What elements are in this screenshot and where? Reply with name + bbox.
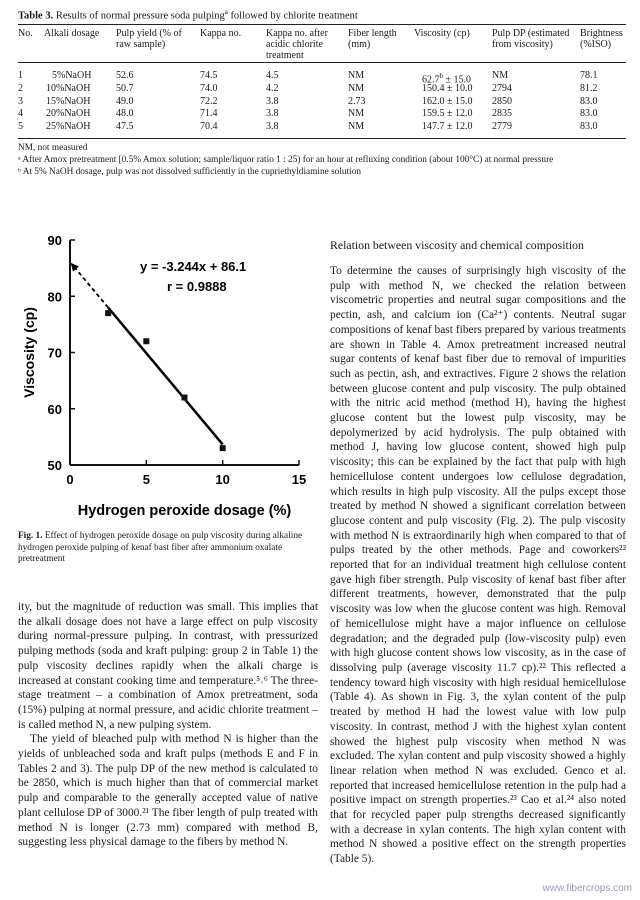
table-note: ᵇ At 5% NaOH dosage, pulp was not dissolved sufficiently in the cupriethyldiamine solution [18, 167, 362, 177]
y-tick-label: 90 [47, 233, 62, 248]
header-viscosity: Viscosity (cp) [414, 28, 470, 39]
y-tick-label: 80 [47, 289, 62, 305]
table-row [18, 96, 626, 109]
table-cell: 3.8 [266, 121, 279, 133]
table-body [18, 70, 626, 136]
table-cell: 49.0 [116, 95, 134, 107]
table-title-text: Results of normal pressure soda pulping [55, 10, 225, 22]
viscosity-error: ± 12.0 [444, 108, 473, 120]
table-cell [422, 96, 473, 109]
table-cell: 15%NaOH [46, 95, 91, 107]
table-cell: 4.2 [266, 82, 279, 94]
y-tick-label: 70 [47, 345, 62, 361]
table-cell: 2 [18, 82, 23, 94]
header-kappa: Kappa no. [200, 28, 242, 39]
table-notes [18, 142, 628, 178]
viscosity-error: ± 15.0 [444, 95, 473, 107]
table-cell: 3 [18, 95, 23, 107]
table-cell: NM [348, 121, 365, 133]
header-no: No. [18, 28, 33, 39]
table-title-sup: a [224, 8, 228, 16]
table-cell: 4.5 [266, 70, 279, 81]
header-brightness: Brightness (%ISO) [580, 28, 623, 50]
table-cell: NM [348, 70, 365, 81]
x-axis-label: Hydrogen peroxide dosage (%) [77, 503, 292, 519]
y-axis-label: Viscosity (cp) [21, 307, 37, 398]
header-yield: Pulp yield (% of raw sample) [116, 28, 182, 50]
equation-label: y = -3.244x + 86.1 [140, 259, 247, 274]
header-kappa-after: Kappa no. after acidic chlorite treatment [266, 28, 328, 61]
viscosity-error: ± 12.0 [444, 121, 473, 133]
data-point [220, 445, 226, 451]
watermark: www.fibercrops.com [542, 883, 632, 894]
table-rule-top [18, 24, 626, 25]
fit-extrapolation [74, 266, 108, 307]
table-cell: 47.5 [116, 121, 134, 133]
x-tick-label: 10 [215, 472, 230, 487]
table-note: NM, not measured [18, 143, 88, 153]
table-cell: 10%NaOH [46, 82, 91, 94]
table-cell: 20%NaOH [46, 108, 91, 120]
viscosity-value: 159.5 [422, 108, 445, 120]
table-cell: NM [492, 70, 509, 81]
right-column-text [330, 264, 626, 867]
table-cell: NM [348, 108, 365, 120]
footnote-mark: b [439, 72, 443, 80]
table-cell [422, 121, 473, 134]
left-column-text [18, 600, 318, 850]
table-cell: 74.0 [200, 82, 218, 94]
table-cell: 83.0 [580, 108, 598, 120]
table-row [18, 70, 626, 86]
table-row [18, 83, 626, 96]
table-cell: 2779 [492, 121, 512, 133]
table-cell: 5 [18, 121, 23, 133]
table-cell: 25%NaOH [46, 121, 91, 133]
table-cell: 4 [18, 108, 23, 120]
table-cell: 71.4 [200, 108, 218, 120]
figure-1 [16, 228, 326, 528]
fit-line [108, 308, 223, 445]
table-cell [422, 108, 473, 121]
table-cell [422, 83, 473, 96]
table-cell: 48.0 [116, 108, 134, 120]
table-cell: 74.5 [200, 70, 218, 81]
header-fiber: Fiber length (mm) [348, 28, 397, 50]
table-row [18, 108, 626, 121]
table-cell: NM [348, 82, 365, 94]
table-note: ᵃ After Amox pretreatment [0.5% Amox solution; sample/liquor ratio 1 : 25) for an hour at refluxing condition (about 100°C) at normal pressure [18, 155, 554, 165]
table-cell: 2850 [492, 95, 512, 107]
table-cell: 72.2 [200, 95, 218, 107]
table-cell: 5%NaOH [52, 70, 92, 81]
table-cell: 3.8 [266, 95, 279, 107]
arrow-head [71, 263, 79, 272]
viscosity-value: 150.4 [422, 82, 445, 94]
header-dp: Pulp DP (estimated from viscosity) [492, 28, 570, 50]
table-cell: 2835 [492, 108, 512, 120]
table-cell: 3.8 [266, 108, 279, 120]
table-cell: 52.6 [116, 70, 134, 81]
data-point [105, 310, 111, 316]
data-point [182, 395, 188, 401]
viscosity-chart [16, 228, 326, 528]
header-alkali: Alkali dosage [44, 28, 100, 39]
viscosity-value: 162.0 [422, 95, 445, 107]
table-title-rest: followed by chlorite treatment [227, 10, 358, 22]
paragraph: To determine the causes of surprisingly high viscosity of the pulp with method N, we checked the relation between viscometric properties and neutral sugar compositions and the pectin, ash, and calcium ion (Ca²⁺) contents. Neutral sugar compositions of kenaf bast fibers prepared by various treatments are shown in Table 4. Amox pretreatment increased neutral sugar contents of kenaf bast fiber due to removal of impurities such as pectin, ash, and extractives. Figure 2 shows the relation between glucose content and pulp viscosity. The pulp obtained with the nitric acid method (method H), having the highest glucose content but the lowest pulp viscosity, may be depolymerized by acid hydrolysis. The pulp obtained with method J, having low glucose content, showed high pulp viscosity; this can be explained by the fact that pulp with high hemicellulose content undergoes low cellulose degradation, which results in high pulp viscosity. All the pulps except those treated by method N showed a significant correlation between glucose content and pulp viscosity (Fig. 2). The pulp viscosity with method N is extraordinarily high when compared to that of pulps treated by the other methods. Page and coworkers²² reported that for an individual treatment high cellulose content gave high fiber strength. Pulp viscosity of kenaf bast fiber after different treatments, however, demonstrated that the pulp viscosity was low when the glucose content was high. Removal of hemicellulose might have a major influence on cellulose degradation; and the degraded pulp (low-viscosity pulp) even with high glucose content shows low viscosity, as in the case of dissolving pulp (average viscosity 11.7 cp).²² This reflected a tendency toward high viscosity with high residual hemicellulose (Table 4). As shown in Fig. 3, the xylan content of the pulp treated by method H had the lowest value with low pulp viscosity. In contrast, method J with the highest xylan content showed the highest pulp viscosity when method N was excluded. The xylan content and pulp viscosity showed a highly linear relation when method N was excluded. Genco et al. reported that increased hemicellulose retention in the pulp had a positive impact on strength properties.²³ Cao et al.²⁴ also noted that for recycled paper pulp strengths decreased significantly with a decrease in xylan contents. The high xylan content with method N showed a positive effect on the strength properties (Table 5). [330, 265, 626, 866]
table-cell: 83.0 [580, 121, 598, 133]
table-title [18, 8, 358, 22]
table-cell: 50.7 [116, 82, 134, 94]
table-cell: 1 [18, 70, 23, 81]
y-tick-label: 60 [47, 401, 62, 417]
table-rule-bot [18, 138, 626, 139]
table-cell: 78.1 [580, 70, 598, 81]
paragraph: ity, but the magnitude of reduction was small. This implies that the alkali dosage does not have a large effect on pulp viscosity during normal-pressure pulping. In contrast, with pressurized pulping methods (soda and kraft pulping: group 2 in Table 1) the pulp viscosity declines rapidly when the alkali charge is increased at constant cooking time and temperature.⁵˒⁶ The three-stage treatment – a combination of Amox pretreatment, soda (15%) pulping at normal pressure, and acidic chlorite treatment – is called method N, a new pulping system. [18, 601, 318, 731]
x-tick-label: 0 [66, 472, 74, 487]
table-cell: 83.0 [580, 95, 598, 107]
section-heading: Relation between viscosity and chemical composition [330, 238, 584, 252]
table-cell: 70.4 [200, 121, 218, 133]
paragraph: The yield of bleached pulp with method N is higher than the yields of unbleached soda and kraft pulps (methods E and F in Tables 2 and 3). The pulp DP of the new method is calculated to be 2850, which is much higher than that of commercial market pulp and comparable to the generally accepted value of native plant cellulose DP of 3000.²¹ The fiber length of pulp treated with method N is longer (2.73 mm) compared with method B, suggesting less physical damage to the fibers by method N. [18, 733, 318, 849]
table-label: Table 3. [18, 10, 54, 22]
table-header [18, 28, 626, 62]
caption-text: Effect of hydrogen peroxide dosage on pulp viscosity during alkaline hydrogen peroxide pulping of kenaf bast fiber after ammonium oxalate pretreatment [18, 531, 303, 564]
figure-caption [18, 531, 318, 566]
data-point [143, 338, 149, 344]
viscosity-error: ± 15.0 [443, 74, 471, 86]
viscosity-value: 147.7 [422, 121, 445, 133]
table-cell: 2794 [492, 82, 512, 94]
table-cell: 2.73 [348, 95, 366, 107]
r-label: r = 0.9888 [167, 279, 227, 294]
table-cell: 81.2 [580, 82, 598, 94]
caption-label: Fig. 1. [18, 531, 43, 541]
x-tick-label: 15 [291, 472, 307, 487]
table-rule-mid [18, 62, 626, 63]
table-row [18, 121, 626, 134]
x-tick-label: 5 [142, 472, 150, 487]
viscosity-error: ± 10.0 [444, 82, 473, 94]
y-tick-label: 50 [47, 458, 62, 473]
viscosity-value: 62.7 [422, 74, 440, 86]
